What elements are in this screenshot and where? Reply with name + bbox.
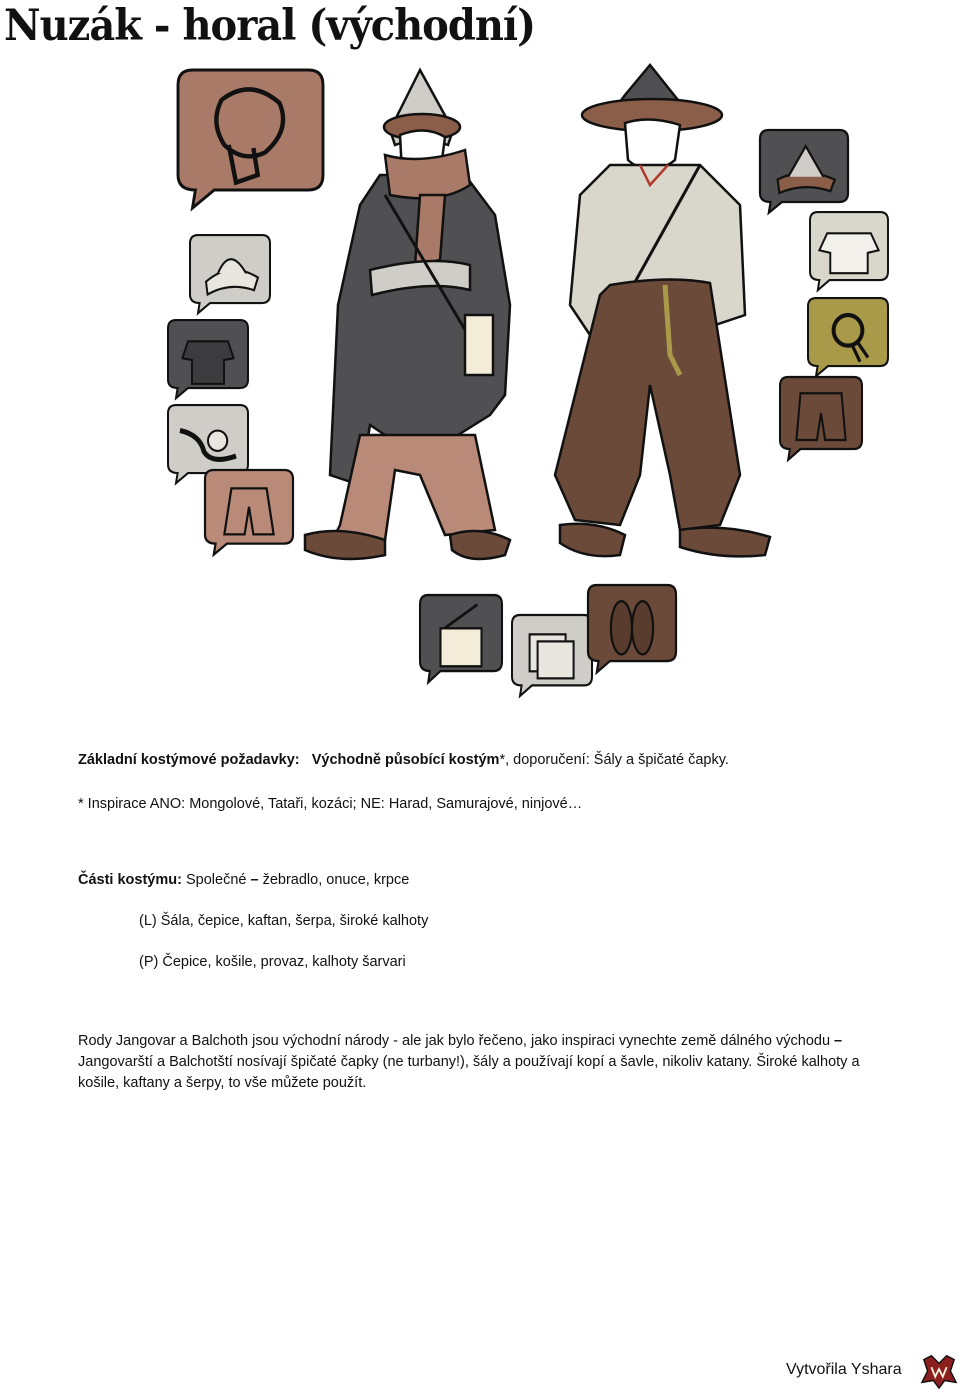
trousers-tile-icon [205, 470, 293, 555]
requirements-rest: *, doporučení: Šály a špičaté čapky. [499, 752, 729, 768]
description-part1: Rody Jangovar a Balchoth jsou východní národy - ale jak bylo řečeno, jako inspiraci vynechte země dálného východu [78, 1033, 835, 1049]
sharvari-tile-icon [780, 377, 862, 460]
requirements-main: Východně působící kostým [311, 752, 500, 768]
description-dash: – [834, 1033, 843, 1049]
parts-common-items: žebradlo, onuce, krpce [258, 872, 410, 888]
description-part2: Jangovarští a Balchotští nosívají špičaté čapky (ne turbany!), šály a používají kopí a šavle, nikoliv katany. Široké kalhoty a košile, kaftany a šerpy, to vše můžete použít. [78, 1054, 860, 1091]
costume-illustration [0, 55, 960, 705]
parts-label: Části kostýmu: [78, 872, 182, 888]
parts-common-line [78, 870, 409, 890]
scarf-tile-icon [178, 70, 323, 208]
rope-tile-icon [808, 298, 888, 376]
shirt-tile-icon [810, 212, 888, 290]
requirements-label: Základní kostýmové požadavky: [78, 752, 300, 768]
parts-right-line: (P) Čepice, košile, provaz, kalhoty šarvari [139, 954, 406, 970]
page-title: Nuzák - horal (východní) [4, 0, 536, 51]
author-logo-icon [920, 1352, 958, 1390]
description-paragraph [78, 1031, 878, 1094]
krpce-shoes-tile-icon [588, 585, 676, 672]
footwraps-tile-icon [512, 615, 592, 696]
kaftan-tile-icon [168, 320, 248, 398]
satchel-tile-icon [420, 595, 502, 682]
author-credit: Vytvořila Yshara [786, 1361, 902, 1378]
parts-left-line: (L) Šála, čepice, kaftan, šerpa, široké kalhoty [139, 913, 429, 929]
left-figure-kaftan [305, 70, 510, 559]
fur-hat-tile-icon [190, 235, 270, 313]
parts-common-prefix: Společné [185, 872, 251, 888]
inspiration-line: * Inspirace ANO: Mongolové, Tataři, kozáci; NE: Harad, Samurajové, ninjové… [78, 796, 583, 812]
pointed-hat-tile-icon [760, 130, 848, 213]
right-figure-shirt [555, 65, 770, 556]
parts-dash: – [250, 872, 259, 888]
requirements-line [78, 750, 729, 770]
